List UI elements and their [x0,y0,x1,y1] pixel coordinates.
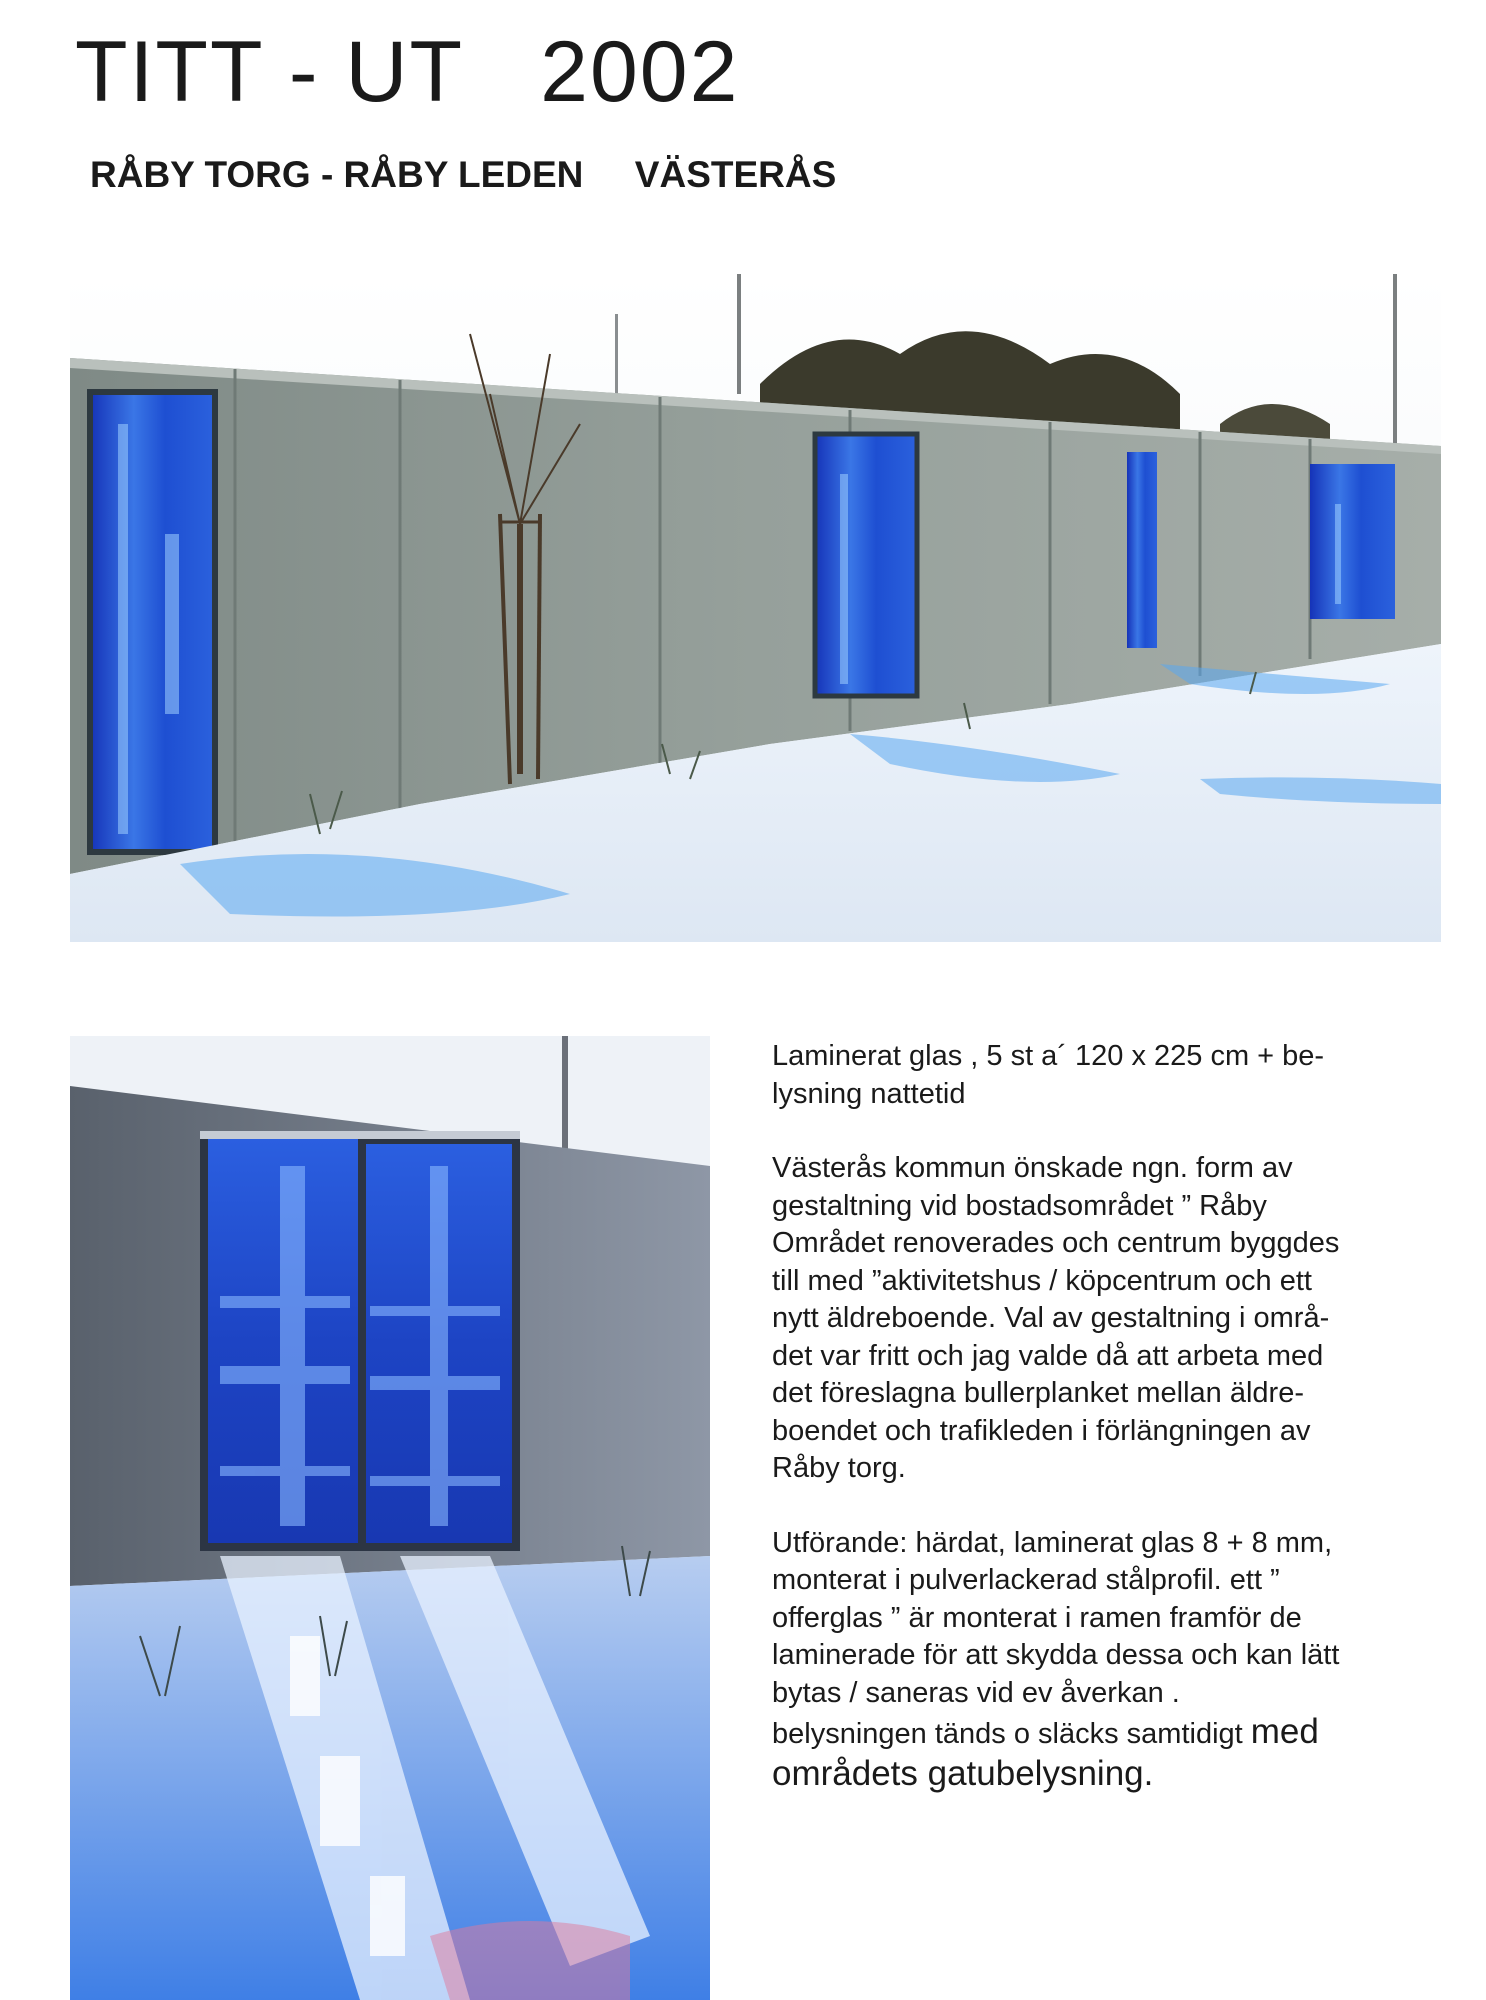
description-execution: Utförande: härdat, laminerat glas 8 + 8 mm, monterat i pulverlackerad stålprofil. ett ” offerglas ” är monterat i ramen framför de laminerade för att skydda dessa och kan lätt bytas / saneras vid ev åverkan . [772,1526,1340,1709]
photo-noise-barrier-image [70,274,1441,942]
photo-noise-barrier [70,274,1441,942]
description-materials: Laminerat glas , 5 st a´ 120 x 225 cm + be- lysning nattetid [772,1040,1325,1110]
description-lighting [772,1712,1452,1754]
description-lighting-large-a: med [1250,1712,1319,1751]
photo-glass-panel [70,1036,710,2000]
photo-glass-panel-image [70,1036,710,2000]
description-text [772,1038,1452,1794]
description-background: Västerås kommun önskade ngn. form av gestaltning vid bostadsområdet ” Råby Området renoverades och centrum byggdes till med ”aktivitetshus / köpcentrum och ett nytt äldreboende. Val av gestaltning i områ- det var fritt och jag valde då att arbeta med det föreslagna bullerplanket mellan äldre- boendet och trafikleden i förlängningen av Råby torg. [772,1152,1340,1484]
description-lighting-small: belysningen tänds o släcks samtidigt [772,1718,1251,1750]
description-lighting-large-b: områdets gatubelysning. [772,1753,1154,1793]
page-title: TITT - UT 2002 [75,24,740,120]
page-subtitle: RÅBY TORG - RÅBY LEDEN VÄSTERÅS [90,154,837,195]
